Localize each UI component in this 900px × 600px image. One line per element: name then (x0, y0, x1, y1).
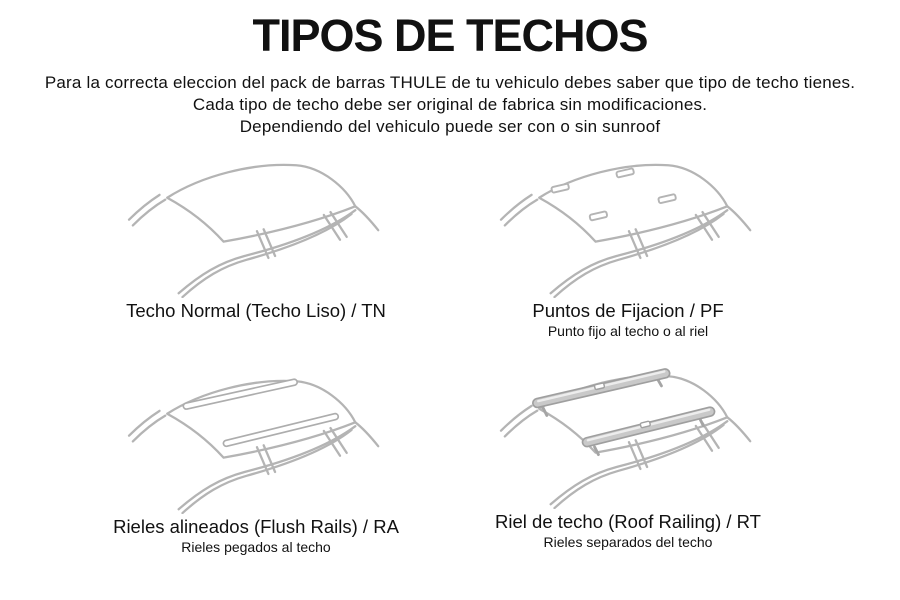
roof-type-label-rt: Riel de techo (Roof Railing) / RT (495, 511, 761, 532)
roof-type-card-ra (76, 366, 436, 556)
roof-type-sublabel-rt: Rieles separados del techo (543, 534, 713, 550)
roof-type-sublabel-pf: Punto fijo al techo o al riel (547, 323, 709, 339)
roof-type-sublabel-ra: Rieles pegados al techo (181, 539, 331, 555)
intro-line-3: Dependiendo del vehiculo puede ser con o sin sunroof (239, 117, 661, 136)
roof-type-card-tn (76, 150, 436, 323)
roof-type-label-pf: Puntos de Fijacion / PF (532, 300, 724, 321)
roof-normal-illustration (106, 150, 406, 298)
roof-type-label-ra: Rieles alineados (Flush Rails) / RA (113, 516, 399, 537)
roof-fixpoints-illustration (478, 150, 778, 298)
roof-type-card-rt (448, 361, 808, 551)
intro-line-2: Cada tipo de techo debe ser original de fabrica sin modificaciones. (192, 95, 708, 114)
intro-text (0, 72, 900, 138)
roof-type-card-pf (448, 150, 808, 340)
page-title: TIPOS DE TECHOS (252, 10, 648, 61)
roof-flush-rails-illustration (106, 366, 406, 514)
intro-line-1: Para la correcta eleccion del pack de barras THULE de tu vehiculo debes saber que tipo de techo tienes. (44, 73, 856, 92)
roof-raised-railing-illustration (478, 361, 778, 509)
roof-type-label-tn: Techo Normal (Techo Liso) / TN (126, 300, 386, 321)
